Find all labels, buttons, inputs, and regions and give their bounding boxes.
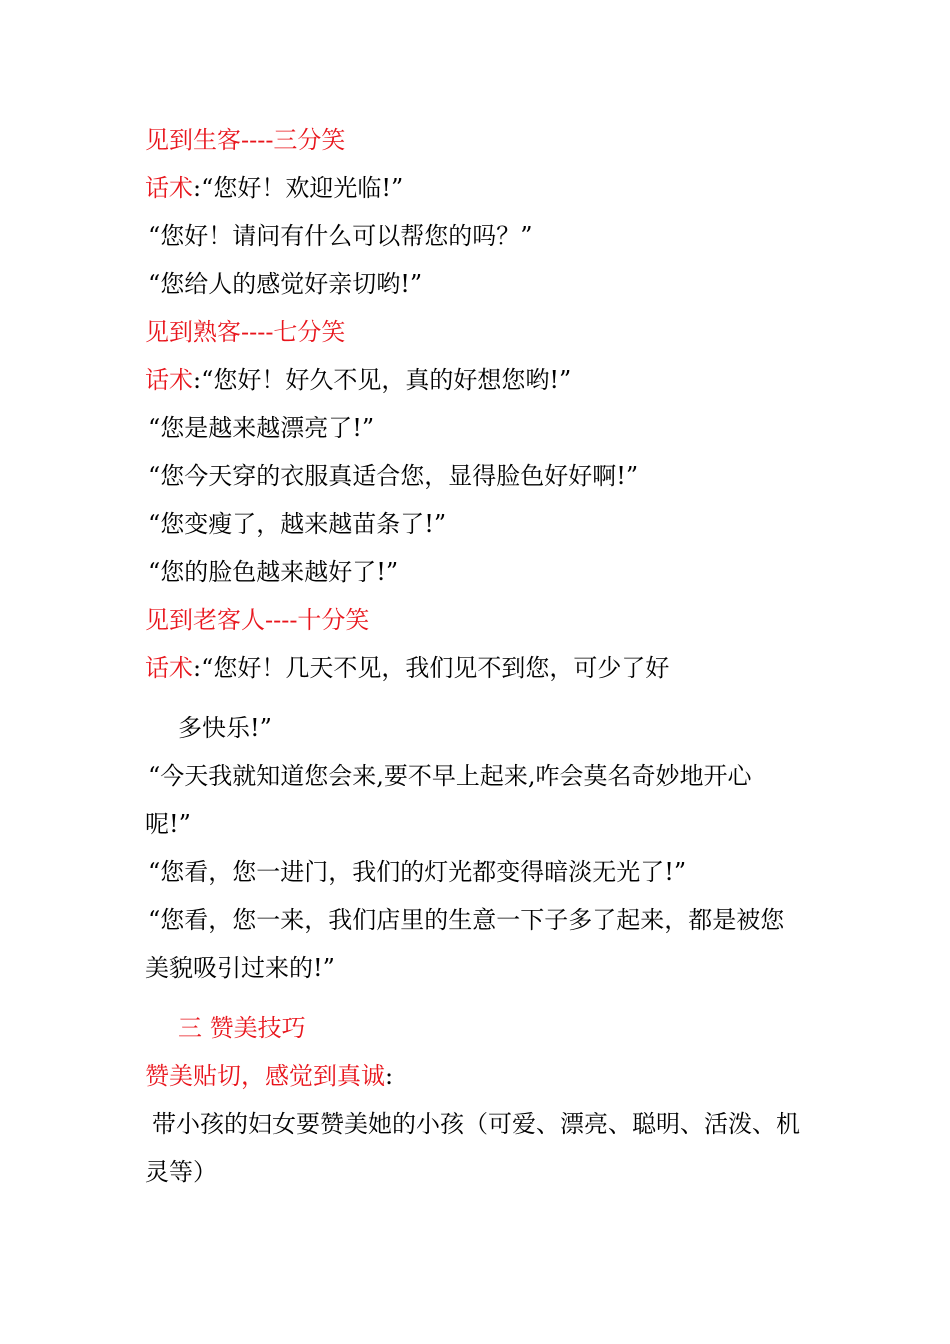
subheading-colon: : [385,1062,394,1090]
section-heading-praise-techniques: 三 赞美技巧 [178,1014,306,1042]
script-line-continuation: 多快乐!” [178,714,272,742]
script-line [145,364,571,396]
section-heading-new-customer: 见到生客----三分笑 [145,126,346,154]
script-line: “您看，您一进门，我们的灯光都变得暗淡无光了!” [148,858,687,886]
script-line: “您好！请问有什么可以帮您的吗？” [148,222,533,250]
section-heading-old-customer: 见到老客人----十分笑 [145,606,370,634]
script-text: :“您好！几天不见，我们见不到您，可少了好 [193,654,670,682]
subheading: 赞美贴切，感觉到真诚 [145,1062,385,1090]
script-line-continuation: 呢!” [145,810,191,838]
script-line: “您是越来越漂亮了!” [148,414,375,442]
script-text: :“您好！好久不见，真的好想您哟!” [193,366,572,394]
section-heading-familiar-customer: 见到熟客----七分笑 [145,318,346,346]
script-text: :“您好！欢迎光临!” [193,174,404,202]
script-line: “您给人的感觉好亲切哟!” [148,270,423,298]
script-label: 话术 [145,366,193,394]
subheading-line [145,1060,393,1092]
script-label: 话术 [145,174,193,202]
script-line-continuation: 美貌吸引过来的!” [145,954,335,982]
body-line: 带小孩的妇女要赞美她的小孩（可爱、漂亮、聪明、活泼、机 [152,1110,800,1138]
script-line: “您今天穿的衣服真适合您，显得脸色好好啊!” [148,462,639,490]
script-line: “今天我就知道您会来,要不早上起来,咋会莫名奇妙地开心 [148,762,752,790]
script-line [145,652,669,684]
script-line: “您的脸色越来越好了!” [148,558,399,586]
script-line: “您变瘦了，越来越苗条了!” [148,510,447,538]
script-line: “您看，您一来，我们店里的生意一下子多了起来，都是被您 [148,906,785,934]
script-line [145,172,403,204]
script-label: 话术 [145,654,193,682]
body-line-continuation: 灵等） [145,1158,217,1186]
